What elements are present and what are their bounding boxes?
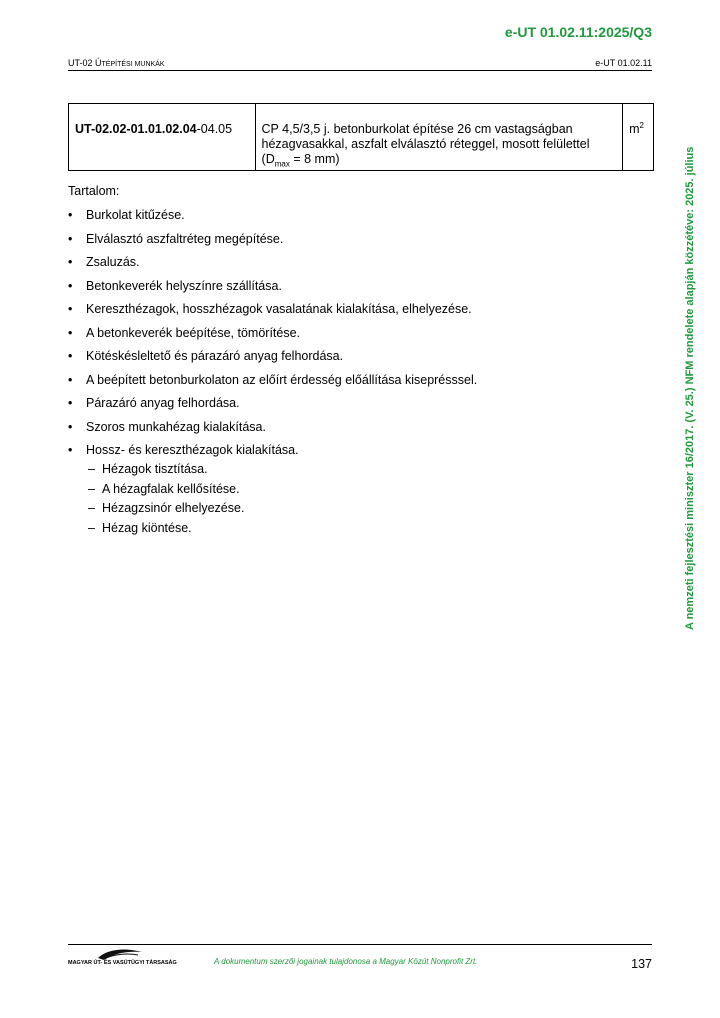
item-table [68,103,654,171]
item-row [69,104,654,171]
bullet-icon: • [68,278,73,293]
item-unit: m [629,122,640,136]
sub-list-item-text: Hézag kiöntése. [102,520,192,535]
list-item-text: Zsaluzás. [86,255,140,269]
item-description-cell [255,104,623,171]
list-item-text: A betonkeverék beépítése, tömörítése. [86,325,301,340]
bullet-icon: • [68,208,73,222]
list-item [68,420,648,434]
content-list [68,208,648,535]
list-item-text: Szoros munkahézag kialakítása. [86,419,266,434]
list-item [68,208,648,222]
bullet-icon: • [68,419,73,434]
bullet-icon: • [68,231,73,246]
association-logo-icon [68,946,160,972]
list-item-text: Párazáró anyag felhordása. [86,396,240,410]
side-publication-note: A nemzeti fejlesztési miniszter 16/2017. (V. 25.) NFM rendelete alapján közzétéve: 2025. július [684,146,696,630]
content-section [68,184,648,544]
list-item-text: Betonkeverék helyszínre szállítása. [86,278,282,293]
list-item-text: Kötéskésleltető és párazáró anyag felhordása. [86,349,344,363]
sub-list-item [86,482,648,496]
header-left-prefix: UT-02 Ú [68,58,102,68]
item-code-bold: UT-02.02-01.01.02.04 [75,122,197,136]
running-header-right: e-UT 01.02.11 [595,58,652,68]
header-left-smallcaps: TÉPÍTÉSI MUNKÁK [101,61,165,68]
logo-text: MAGYAR ÚT- ÉS VASÚTÜGYI TÁRSASÁG [68,960,177,966]
list-item-text: Elválasztó aszfaltréteg megépítése. [86,231,284,246]
list-item [68,255,648,269]
item-code-suffix: -04.05 [196,122,233,136]
sub-list-item-text: Hézagok tisztítása. [102,462,208,476]
doc-code: e-UT 01.02.11:2025/Q3 [504,24,652,40]
list-item-text: A beépített betonburkolaton az előírt érdesség előállítása kiseprésssel. [86,372,478,387]
list-item [68,396,648,410]
list-item [68,232,648,246]
list-item [68,302,648,316]
item-description-subscript: max [274,159,290,169]
item-unit-cell [623,104,654,171]
list-item [68,443,648,535]
list-item [68,279,648,293]
copyright-notice: A dokumentum szerzői jogainak tulajdonosa a Magyar Közút Nonprofit Zrt. [214,957,478,966]
dash-icon: – [88,501,95,515]
dash-icon: – [88,520,95,535]
list-item-text: Burkolat kitűzése. [86,208,185,222]
item-unit-superscript: 2 [639,120,644,130]
content-title: Tartalom: [68,184,120,198]
sub-list-item [86,521,648,535]
dash-icon: – [88,462,95,476]
page-number: 137 [631,957,652,971]
sub-list-item-text: A hézagfalak kellősítése. [102,481,240,496]
bullet-icon: • [68,443,73,457]
list-item-text: Hossz- és kereszthézagok kialakítása. [86,443,299,457]
header-rule [68,70,652,71]
list-item-text: Kereszthézagok, hosszhézagok vasalatának kialakítása, elhelyezése. [86,302,472,316]
item-description: CP 4,5/3,5 j. betonburkolat építése 26 cm vastagságban hézagvasakkal, aszfalt elválasztó réteggel, mosott felülettel (D [261,122,590,166]
item-description-end: = 8 mm) [289,152,340,166]
sub-list [86,462,648,535]
sub-list-item [86,501,648,515]
running-header-left [68,58,165,68]
dash-icon: – [88,481,95,496]
bullet-icon: • [68,396,73,410]
list-item [68,349,648,363]
item-code-cell [69,104,256,171]
list-item [68,373,648,387]
bullet-icon: • [68,302,73,316]
sub-list-item [86,462,648,476]
bullet-icon: • [68,255,73,269]
sub-list-item-text: Hézagzsinór elhelyezése. [102,501,245,515]
bullet-icon: • [68,349,73,363]
bullet-icon: • [68,325,73,340]
footer-rule [68,944,652,945]
list-item [68,326,648,340]
bullet-icon: • [68,372,73,387]
